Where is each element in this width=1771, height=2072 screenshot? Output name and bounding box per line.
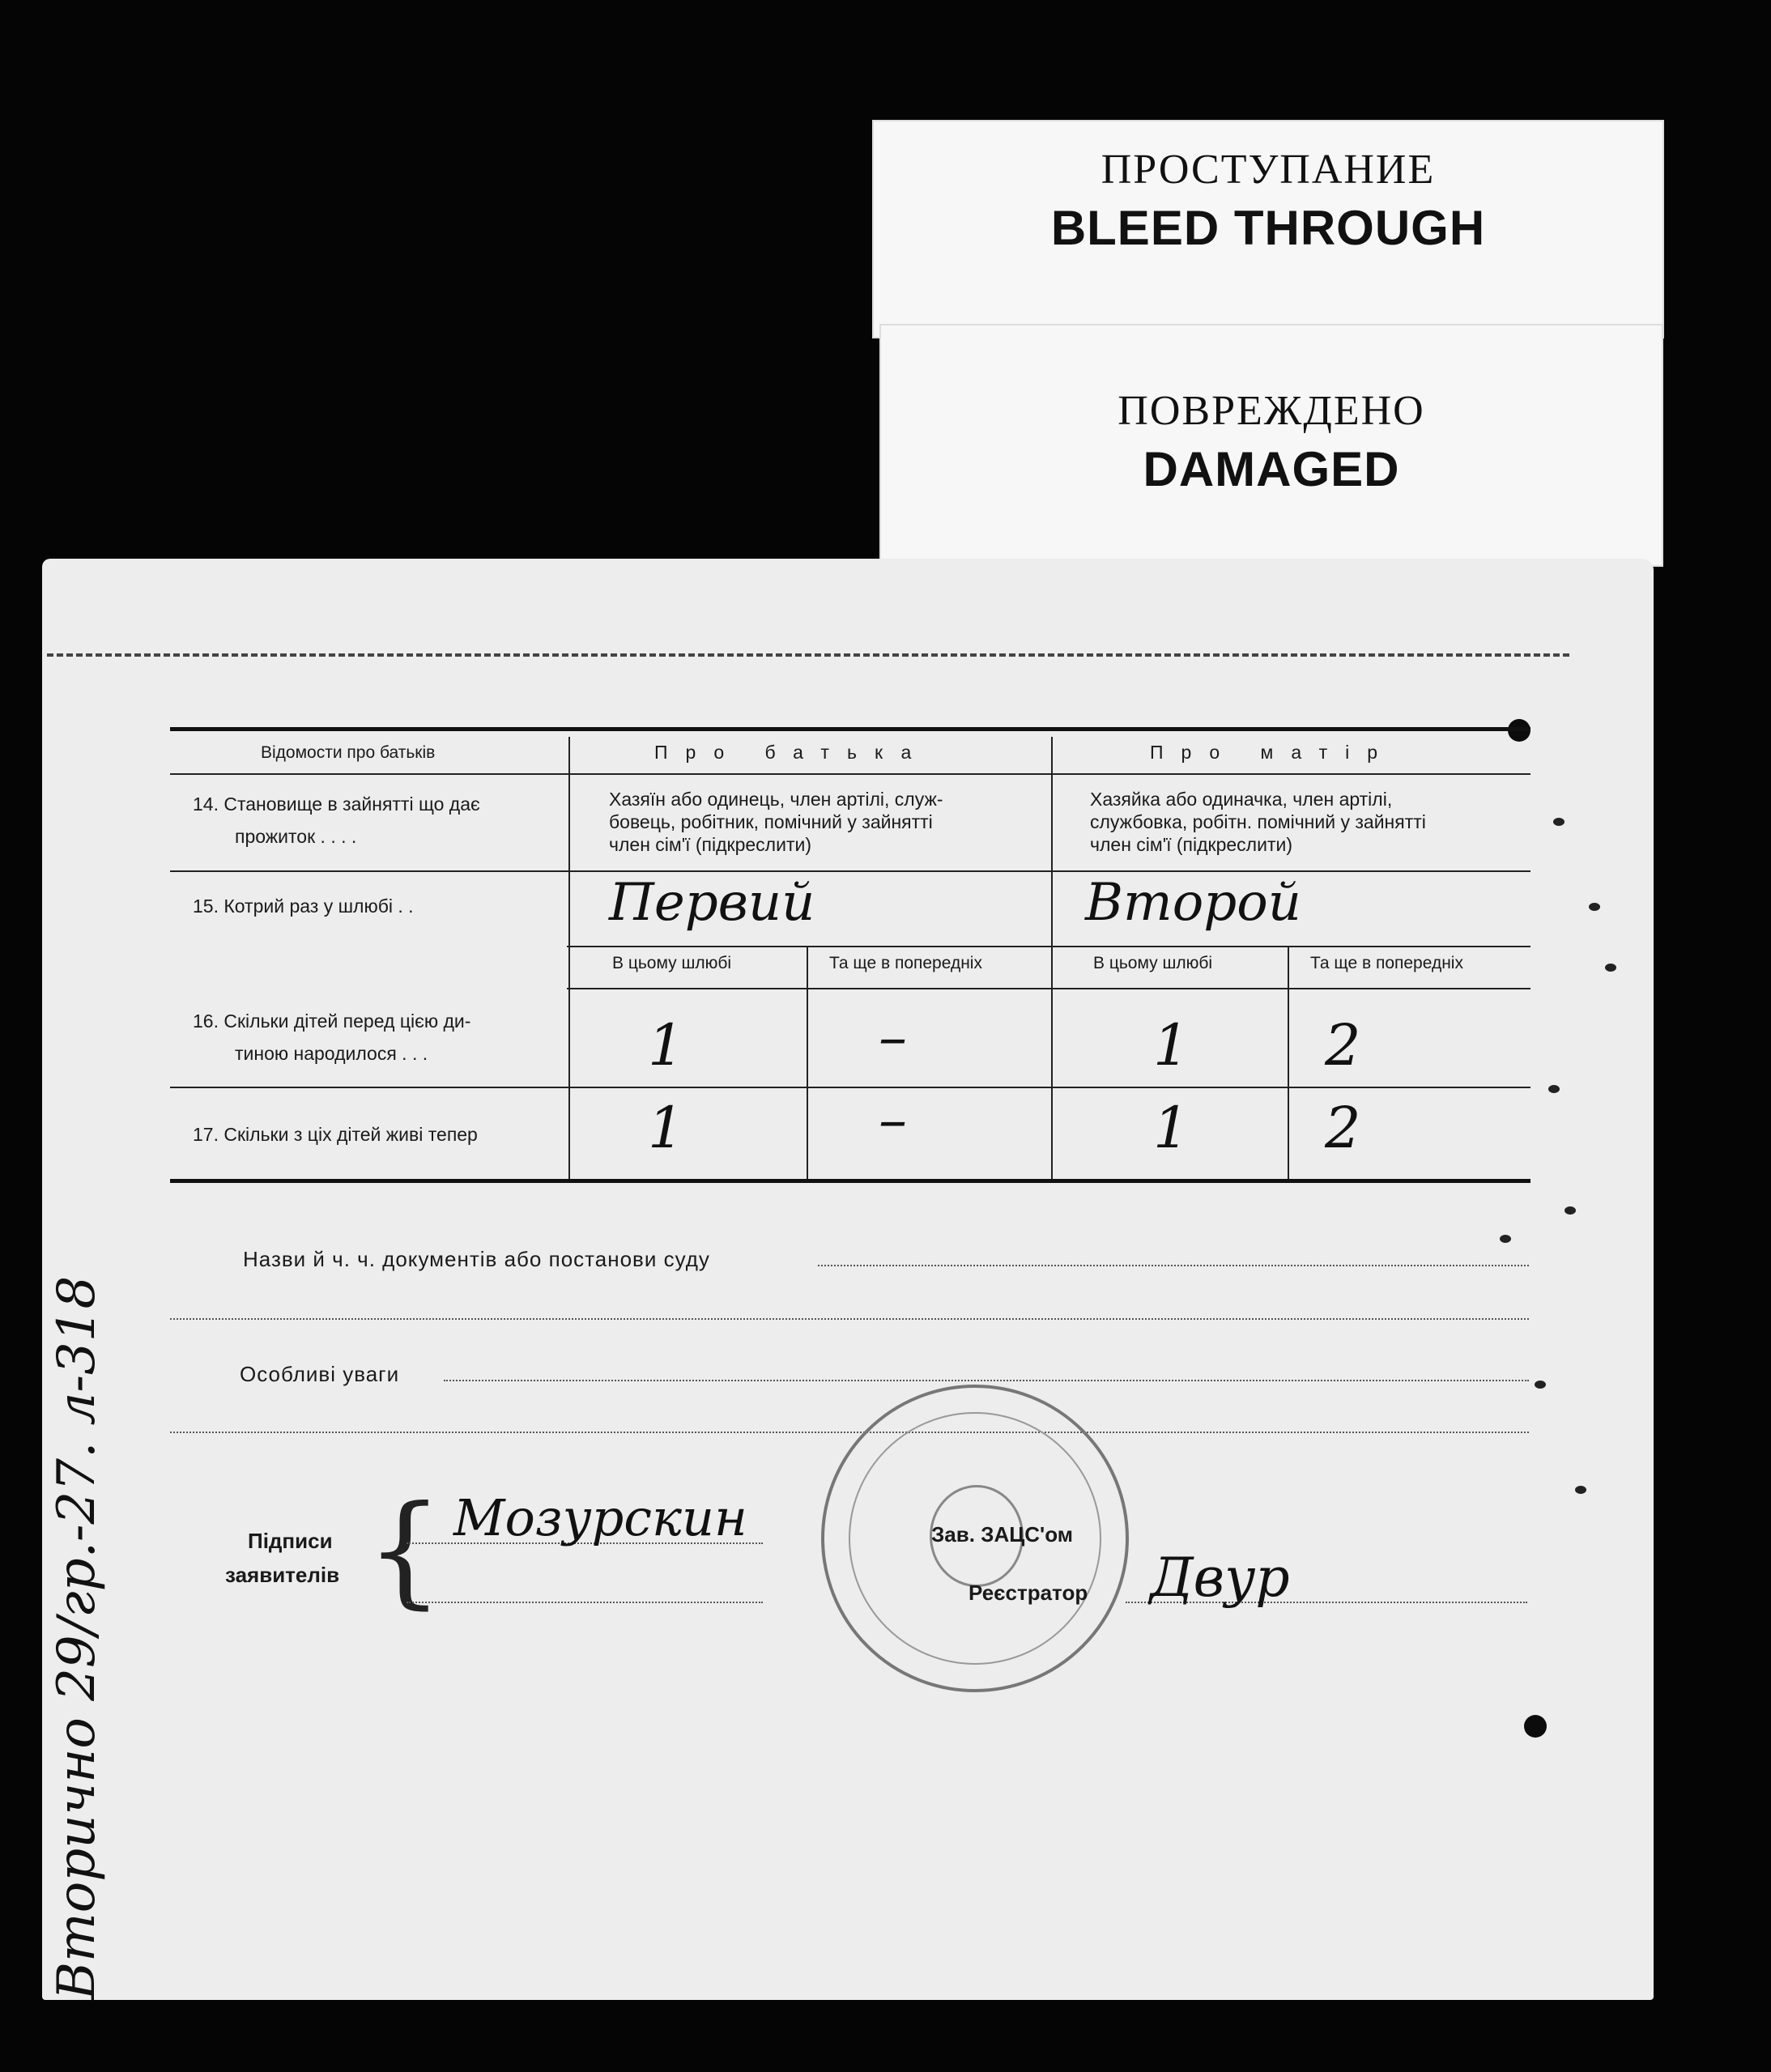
signatures-brace: { — [366, 1480, 444, 1621]
documents-fill-line-2 — [170, 1318, 1529, 1320]
subheader-this-marriage-mother: В цьому шлюбі — [1093, 954, 1213, 972]
speck — [1535, 1381, 1546, 1389]
row15-father-handwriting: Первий — [609, 873, 815, 933]
subheader-this-marriage-father: В цьому шлюбі — [612, 954, 732, 972]
documents-fill-line — [818, 1265, 1529, 1266]
row14-label-line1: 14. Становище в зайнятті що дає — [193, 793, 480, 815]
row14-father-line1: Хазяїн або одинець, член артілі, служ- — [609, 789, 943, 810]
speck — [1589, 903, 1600, 911]
signatures-label-line1: Підписи — [248, 1529, 333, 1553]
table-rule — [170, 773, 1530, 775]
notes-fill-line-2 — [170, 1432, 1529, 1433]
table-col-divider — [568, 737, 570, 1179]
bleed-through-ru: ПРОСТУПАНИЕ — [1100, 147, 1436, 193]
row16-label-line2: тиною народилося . . . — [235, 1043, 428, 1064]
perforation-line — [47, 653, 1569, 657]
registrar-label: Реєстратор — [969, 1581, 1088, 1605]
table-col-divider — [1288, 946, 1289, 1179]
applicant-signature-handwriting: Мозурскин — [453, 1488, 747, 1547]
table-rule — [170, 870, 1530, 872]
table-rule — [170, 1087, 1530, 1088]
bleed-through-card — [872, 120, 1664, 338]
row16-mother-previous: 2 — [1325, 1012, 1361, 1079]
damaged-ru: ПОВРЕЖДЕНО — [1118, 388, 1425, 434]
row16-father-previous: – — [879, 1004, 907, 1070]
row14-mother-line2: службовка, робітн. помічний у зайнятті — [1090, 811, 1426, 832]
table-top-rule — [170, 727, 1530, 731]
speck — [1548, 1085, 1560, 1093]
row17-mother-this: 1 — [1153, 1095, 1190, 1161]
table-bottom-rule — [170, 1179, 1530, 1183]
col-header-father: Про батька — [654, 742, 930, 763]
table-rule — [567, 946, 1530, 947]
row15-label: 15. Котрий раз у шлюбі . . — [193, 896, 414, 917]
col-header-info: Відомости про батьків — [261, 743, 436, 762]
documents-label: Назви й ч. ч. документів або постанови суду — [243, 1247, 710, 1271]
head-zags-label: Зав. ЗАЦС'ом — [931, 1522, 1073, 1547]
signature-line-2 — [407, 1602, 763, 1603]
row16-mother-this: 1 — [1153, 1012, 1190, 1079]
speck — [1500, 1235, 1511, 1243]
speck — [1575, 1486, 1586, 1494]
table-col-divider — [1051, 737, 1053, 1179]
subheader-previous-father: Та ще в попередніх — [829, 954, 982, 972]
row14-father-line2: бовець, робітник, помічний у зайнятті — [609, 811, 933, 832]
row17-label: 17. Скільки з ціх дітей живі тепер — [193, 1124, 478, 1145]
row16-father-this: 1 — [648, 1012, 684, 1079]
notes-label: Особливі уваги — [240, 1362, 400, 1386]
speck — [1565, 1206, 1576, 1215]
registrar-signature-handwriting: Двур — [1150, 1547, 1290, 1609]
document-sheet — [42, 559, 1654, 2000]
speck — [1605, 964, 1616, 972]
row14-mother-line1: Хазяйка або одиначка, член артілі, — [1090, 789, 1393, 810]
punch-hole — [1524, 1715, 1547, 1738]
row17-mother-previous: 2 — [1325, 1095, 1361, 1161]
row14-mother-line3: член сім'ї (підкреслити) — [1090, 834, 1292, 855]
notes-fill-line — [444, 1380, 1529, 1381]
margin-note-handwriting: Вторично 29/гр.-27. л-318 — [47, 1275, 107, 2000]
row15-mother-handwriting: Второй — [1085, 873, 1301, 933]
row14-label-line2: прожиток . . . . — [235, 826, 357, 847]
damaged-card — [879, 324, 1663, 567]
col-header-mother: Про матір — [1150, 742, 1396, 763]
signatures-label-line2: заявителів — [225, 1563, 340, 1587]
row17-father-this: 1 — [648, 1095, 684, 1161]
table-col-divider — [807, 946, 808, 1179]
damaged-en: DAMAGED — [1143, 442, 1400, 496]
table-rule — [567, 988, 1530, 989]
row17-father-previous: – — [879, 1087, 907, 1153]
bleed-through-en: BLEED THROUGH — [1050, 201, 1486, 255]
speck — [1553, 818, 1565, 826]
row16-label-line1: 16. Скільки дітей перед цією ди- — [193, 1010, 471, 1032]
subheader-previous-mother: Та ще в попередніх — [1310, 954, 1463, 972]
row14-father-line3: член сім'ї (підкреслити) — [609, 834, 811, 855]
